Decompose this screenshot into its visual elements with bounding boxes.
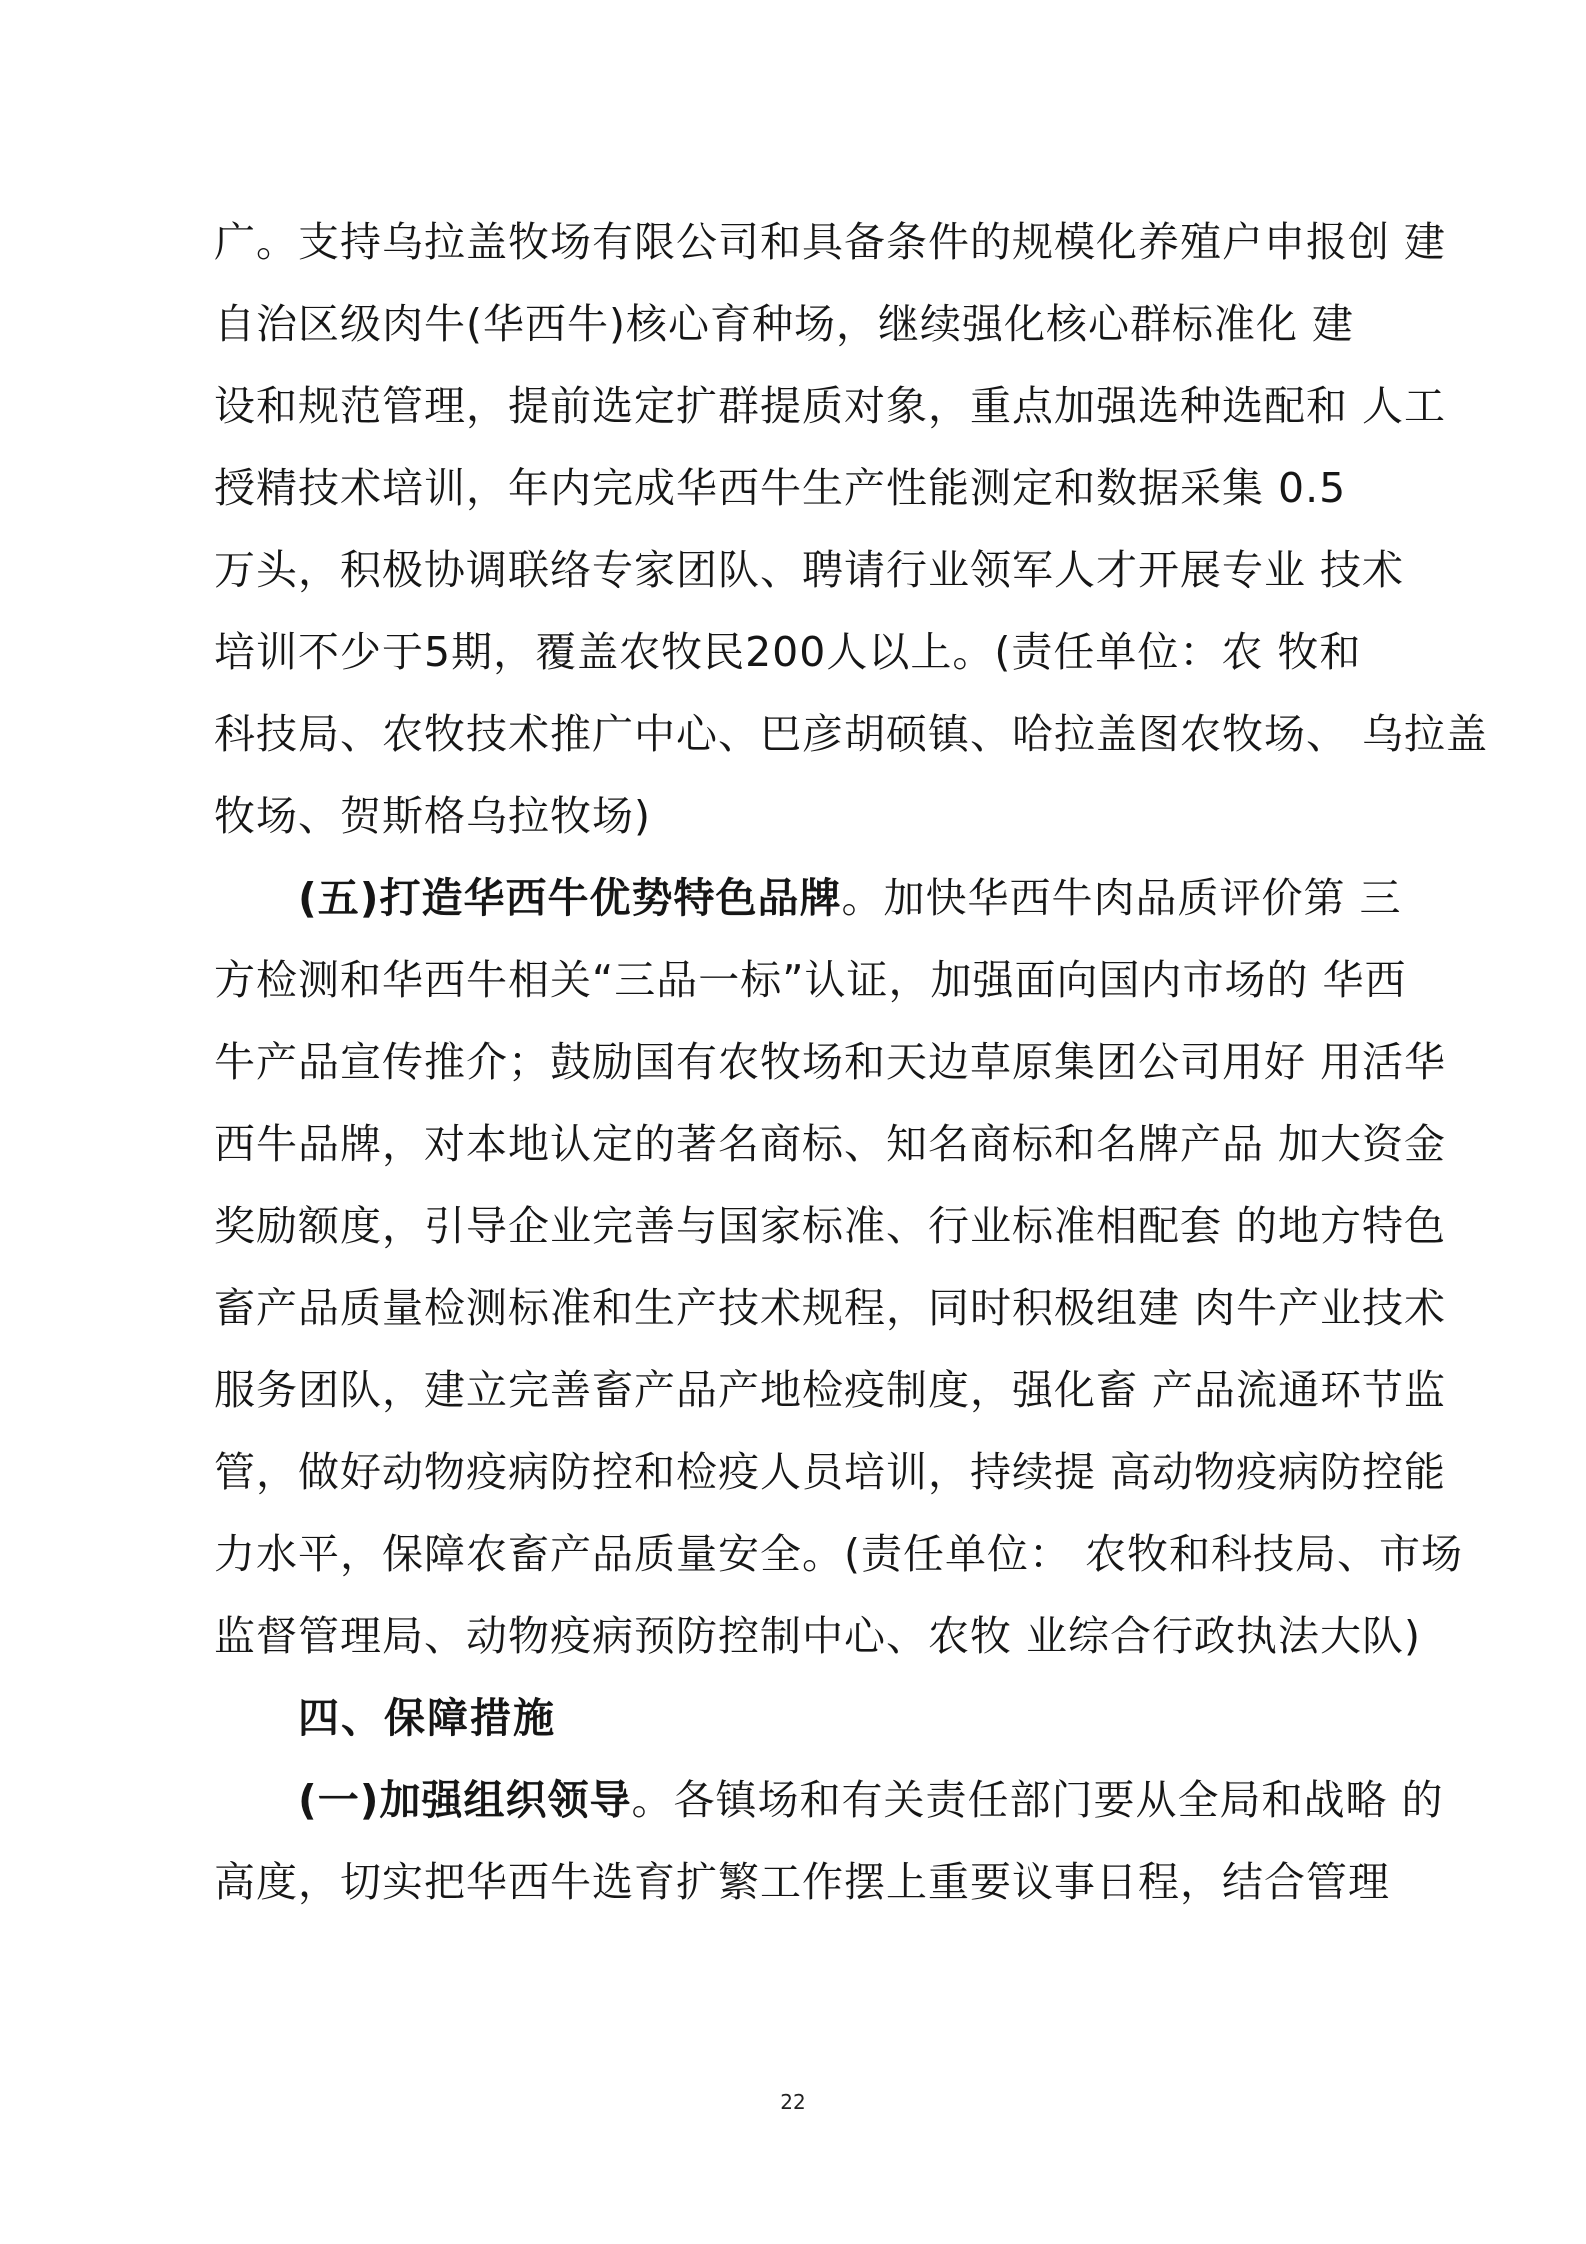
paragraph-line: 设和规范管理，提前选定扩群提质对象，重点加强选种选配和 人工: [214, 382, 1447, 430]
section-5-first-line: [298, 872, 1498, 924]
paragraph-line: 管，做好动物疫病防控和检疫人员培训，持续提 高动物疫病防控能: [214, 1448, 1447, 1496]
paragraph-line: 牛产品宣传推介；鼓励国有农牧场和天边草原集团公司用好 用活华: [214, 1038, 1447, 1086]
paragraph-line: 服务团队，建立完善畜产品产地检疫制度，强化畜 产品流通环节监: [214, 1366, 1447, 1414]
section-4-1-first-line-text: 。各镇场和有关责任部门要从全局和战略 的: [631, 1776, 1444, 1824]
paragraph-line: 方检测和华西牛相关“三品一标”认证，加强面向国内市场的 华西: [214, 956, 1407, 1004]
paragraph-line: 授精技术培训，年内完成华西牛生产性能测定和数据采集 0.5: [214, 464, 1347, 512]
section-heading: 四、保障措施: [298, 1694, 556, 1742]
paragraph-line: 畜产品质量检测标准和生产技术规程，同时积极组建 肉牛产业技术: [214, 1284, 1447, 1332]
section-5-title: (五)打造华西牛优势特色品牌: [298, 874, 842, 922]
paragraph-line: 力水平，保障农畜产品质量安全。(责任单位： 农牧和科技局、市场: [214, 1530, 1464, 1578]
paragraph-line: 科技局、农牧技术推广中心、巴彦胡硕镇、哈拉盖图农牧场、 乌拉盖: [214, 710, 1489, 758]
paragraph-line: 高度，切实把华西牛选育扩繁工作摆上重要议事日程，结合管理: [214, 1858, 1390, 1906]
section-4-1-first-line: [298, 1774, 1498, 1826]
paragraph-line: 自治区级肉牛(华西牛)核心育种场，继续强化核心群标准化 建: [214, 300, 1355, 348]
section-5-first-line-text: 。加快华西牛肉品质评价第 三: [841, 874, 1402, 922]
paragraph-line: 监督管理局、动物疫病预防控制中心、农牧 业综合行政执法大队): [214, 1612, 1422, 1660]
paragraph-line: 万头，积极协调联络专家团队、聘请行业领军人才开展专业 技术: [214, 546, 1405, 594]
section-4-1-title: (一)加强组织领导: [298, 1776, 632, 1824]
page-number: 22: [780, 2090, 806, 2114]
paragraph-line: 培训不少于5期，覆盖农牧民200人以上。(责任单位：农 牧和: [214, 628, 1362, 676]
paragraph-line: 牧场、贺斯格乌拉牧场): [214, 792, 651, 840]
paragraph-line: 西牛品牌，对本地认定的著名商标、知名商标和名牌产品 加大资金: [214, 1120, 1447, 1168]
paragraph-line: 奖励额度，引导企业完善与国家标准、行业标准相配套 的地方特色: [214, 1202, 1447, 1250]
paragraph-line: 广。支持乌拉盖牧场有限公司和具备条件的规模化养殖户申报创 建: [214, 218, 1447, 266]
